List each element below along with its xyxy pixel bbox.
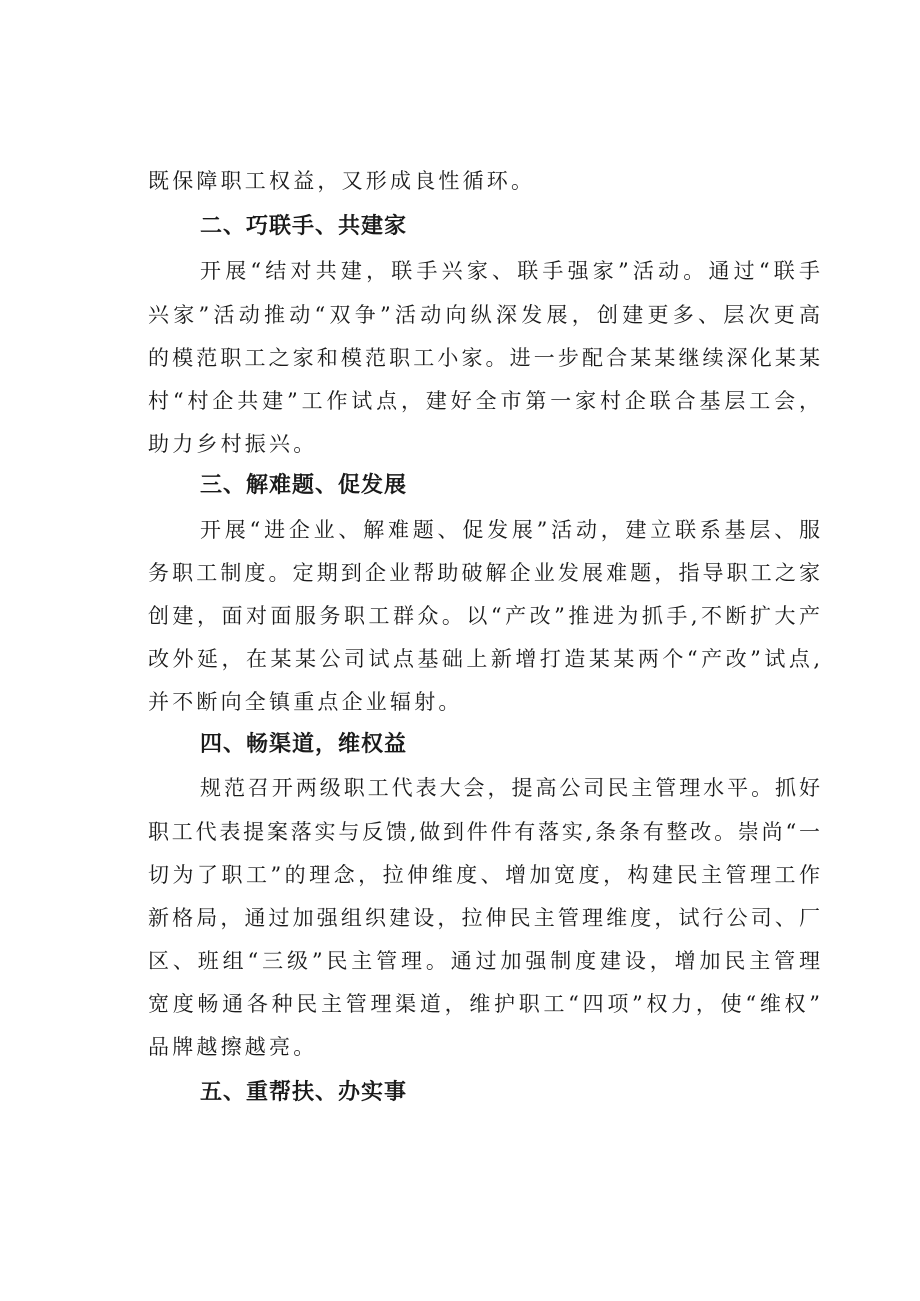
paragraph-line: 职工代表提案落实与反馈,做到件件有落实,条条有整改。崇尚“一 <box>148 820 820 844</box>
paragraph-line: 并不断向全镇重点企业辐射。 <box>148 690 463 714</box>
section-heading: 三、解难题、促发展 <box>200 473 408 498</box>
paragraph-line: 宽度畅通各种民主管理渠道，维护职工“四项”权力，使“维权” <box>148 992 820 1016</box>
paragraph-line: 改外延，在某某公司试点基础上新增打造某某两个“产改”试点, <box>148 647 820 671</box>
paragraph-line: 兴家”活动推动“双争”活动向纵深发展，创建更多、层次更高 <box>148 303 820 327</box>
paragraph-line: 开展“结对共建，联手兴家、联手强家”活动。通过“联手 <box>200 259 820 283</box>
paragraph-line: 规范召开两级职工代表大会，提高公司民主管理水平。抓好 <box>200 776 820 800</box>
paragraph-line: 村“村企共建”工作试点，建好全市第一家村企联合基层工会， <box>148 389 820 413</box>
paragraph-line: 新格局，通过加强组织建设，拉伸民主管理维度，试行公司、厂 <box>148 906 820 930</box>
paragraph-line: 开展“进企业、解难题、促发展”活动，建立联系基层、服 <box>200 518 820 542</box>
paragraph-line: 助力乡村振兴。 <box>148 432 318 456</box>
paragraph-line: 品牌越擦越亮。 <box>148 1035 318 1059</box>
paragraph-line: 切为了职工”的理念，拉伸维度、增加宽度，构建民主管理工作 <box>148 863 820 887</box>
section-heading: 五、重帮扶、办实事 <box>200 1080 408 1105</box>
section-heading: 四、畅渠道，维权益 <box>200 732 408 757</box>
paragraph-line: 区、班组“三级”民主管理。通过加强制度建设，增加民主管理 <box>148 949 820 973</box>
paragraph-line: 务职工制度。定期到企业帮助破解企业发展难题，指导职工之家 <box>148 561 820 585</box>
section-heading: 二、巧联手、共建家 <box>200 214 408 239</box>
paragraph-line: 创建，面对面服务职工群众。以“产改”推进为抓手,不断扩大产 <box>148 604 820 628</box>
paragraph-line: 的模范职工之家和模范职工小家。进一步配合某某继续深化某某 <box>148 346 820 370</box>
paragraph-line: 既保障职工权益，又形成良性循环。 <box>148 169 536 193</box>
